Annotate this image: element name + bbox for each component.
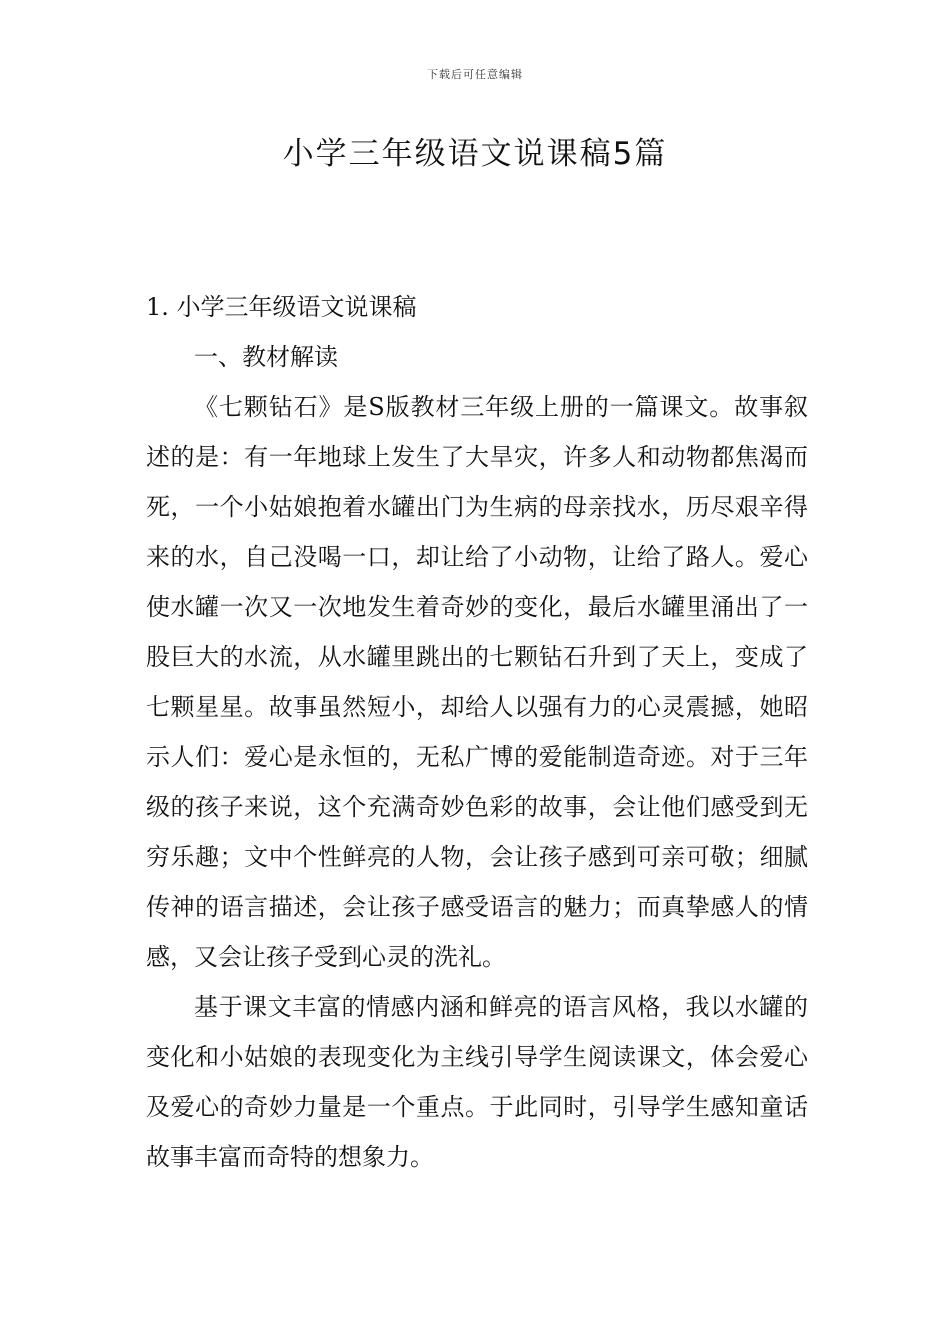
document-title: 小学三年级语文说课稿5篇: [282, 136, 668, 172]
subheading: 一、教材解读: [194, 343, 338, 371]
section-title: 1. 小学三年级语文说课稿: [146, 293, 417, 321]
paragraph-1: 《七颗钻石》是S版教材三年级上册的一篇课文。故事叙述的是：有一年地球上发生了大旱灾，许多人和动物都焦渴而死，一个小姑娘抱着水罐出门为生病的母亲找水，历尽艰辛得来的水，自己没喝一口，却让给了小动物，让给了路人。爱心使水罐一次又一次地发生着奇妙的变化，最后水罐里涌出了一股巨大的水流，从水罐里跳出的七颗钻石升到了天上，变成了七颗星星。故事虽然短小，却给人以强有力的心灵震撼，她昭示人们：爱心是永恒的，无私广博的爱能制造奇迹。对于三年级的孩子来说，这个充满奇妙色彩的故事，会让他们感受到无穷乐趣；文中个性鲜亮的人物，会让孩子感到可亲可敬；细腻传神的语言描述，会让孩子感受语言的魅力；而真挚感人的情感，又会让孩子受到心灵的洗礼。: [146, 393, 808, 971]
paragraph-2: 基于课文丰富的情感内涵和鲜亮的语言风格，我以水罐的变化和小姑娘的表现变化为主线引导学生阅读课文，体会爱心及爱心的奇妙力量是一个重点。于此同时，引导学生感知童话故事丰富而奇特的想象力。: [146, 993, 808, 1171]
document-body: [146, 282, 808, 1182]
header-note: 下载后可任意编辑: [427, 68, 523, 81]
